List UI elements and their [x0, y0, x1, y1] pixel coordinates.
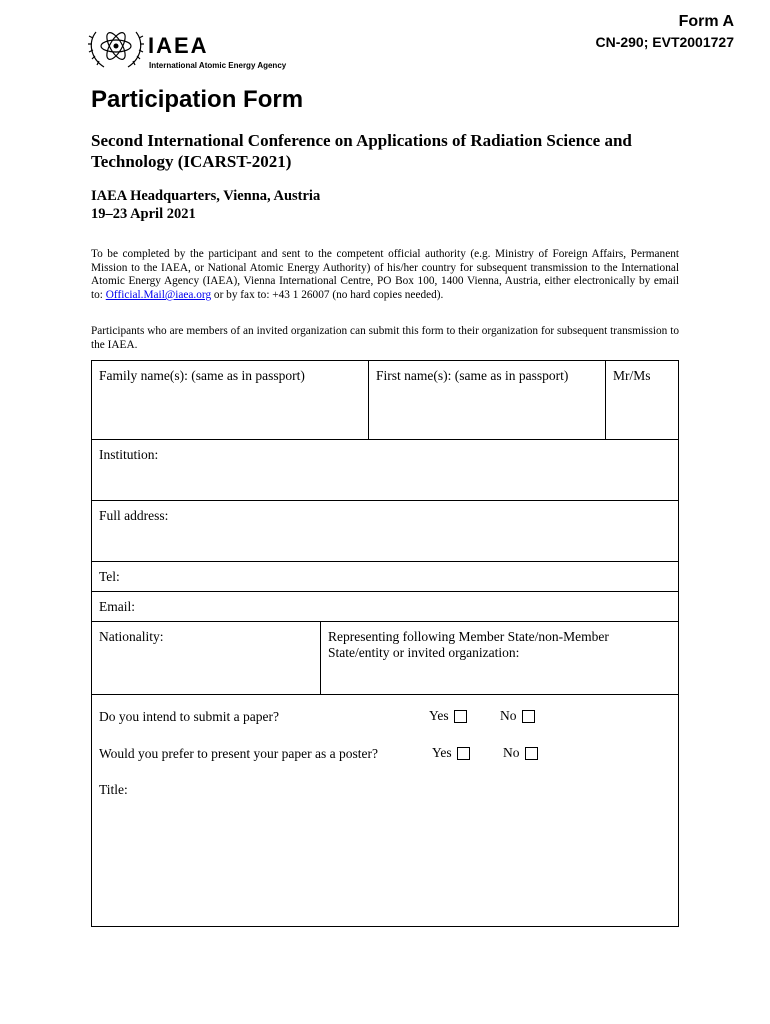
- full-address-cell: [92, 501, 678, 561]
- poster-no-label: No: [503, 745, 520, 760]
- poster-yes-label: Yes: [432, 745, 452, 760]
- venue-place: IAEA Headquarters, Vienna, Austria: [91, 188, 321, 204]
- poster-question: Would you prefer to present your paper as a poster?: [99, 746, 378, 761]
- atom-laurel-icon: [86, 22, 146, 74]
- title-prefix-label: Mr/Ms: [613, 368, 651, 383]
- family-name-field[interactable]: [92, 361, 369, 439]
- institution-label: Institution:: [99, 447, 159, 462]
- logo-subtitle: International Atomic Energy Agency: [149, 61, 287, 70]
- poster-no-option[interactable]: [503, 745, 538, 761]
- first-name-label: First name(s): (same as in passport): [376, 368, 569, 383]
- paper-yes-checkbox[interactable]: [454, 710, 467, 723]
- nationality-field[interactable]: [92, 622, 321, 694]
- nationality-row: [92, 622, 678, 695]
- institution-cell: [92, 440, 678, 500]
- poster-no-checkbox[interactable]: [525, 747, 538, 760]
- conference-title: Second International Conference on Applications of Radiation Science and Technology (ICARST-2021): [91, 131, 632, 171]
- paper-no-label: No: [500, 708, 517, 723]
- representing-label: Representing following Member State/non-Member State/entity or invited organization:: [328, 629, 609, 660]
- official-mail-link[interactable]: Official.Mail@iaea.org: [105, 288, 212, 301]
- paper-yes-option[interactable]: [429, 708, 467, 724]
- poster-yes-checkbox[interactable]: [457, 747, 470, 760]
- paper-no-option[interactable]: [500, 708, 535, 724]
- representing-field[interactable]: [321, 622, 678, 694]
- submit-paper-question: Do you intend to submit a paper?: [99, 709, 279, 724]
- page-title: Participation Form: [91, 86, 304, 113]
- family-name-label: Family name(s): (same as in passport): [99, 368, 305, 383]
- paper-no-checkbox[interactable]: [522, 710, 535, 723]
- instructions-paragraph: [91, 248, 679, 302]
- name-row: [92, 361, 678, 440]
- paper-title-input-area[interactable]: [92, 801, 678, 926]
- email-cell: [92, 592, 678, 621]
- iaea-logo: [86, 22, 316, 74]
- full-address-field[interactable]: [92, 501, 678, 562]
- institution-field[interactable]: [92, 440, 678, 501]
- first-name-field[interactable]: [369, 361, 606, 439]
- paper-yes-label: Yes: [429, 708, 449, 723]
- participation-form-table: [91, 360, 679, 927]
- tel-label: Tel:: [99, 569, 120, 584]
- paper-title-label: Title:: [99, 782, 128, 797]
- tel-field[interactable]: [92, 562, 678, 592]
- form-label: Form A: [678, 13, 734, 30]
- venue-dates: 19–23 April 2021: [91, 206, 196, 222]
- email-field[interactable]: [92, 592, 678, 622]
- form-reference: CN-290; EVT2001727: [595, 34, 734, 50]
- venue-block: [91, 187, 320, 223]
- tel-cell: [92, 562, 678, 591]
- nationality-label: Nationality:: [99, 629, 164, 644]
- logo-wordmark: IAEA: [148, 33, 209, 58]
- instructions-text-2: or by fax to: +43 1 26007 (no hard copies needed).: [211, 288, 444, 301]
- full-address-label: Full address:: [99, 508, 169, 523]
- poster-yes-option[interactable]: [432, 745, 470, 761]
- email-label: Email:: [99, 599, 135, 614]
- title-prefix-field[interactable]: [606, 361, 678, 439]
- instructions-text-1: To be completed by the participant and sent to the competent official authority (e.g. Ministry of Foreign Affairs, Permanent Mission to the IAEA, or National Atomic Energy Authority) of his/her country for subsequent transmission to the International Atomic Energy Agency (IAEA), Vienna International Centre, PO Box 100, 1400 Vienna, Austria, either electronically by email to:: [91, 248, 679, 301]
- invited-org-paragraph: Participants who are members of an invited organization can submit this form to their organization for subsequent transmission to the IAEA.: [91, 325, 679, 351]
